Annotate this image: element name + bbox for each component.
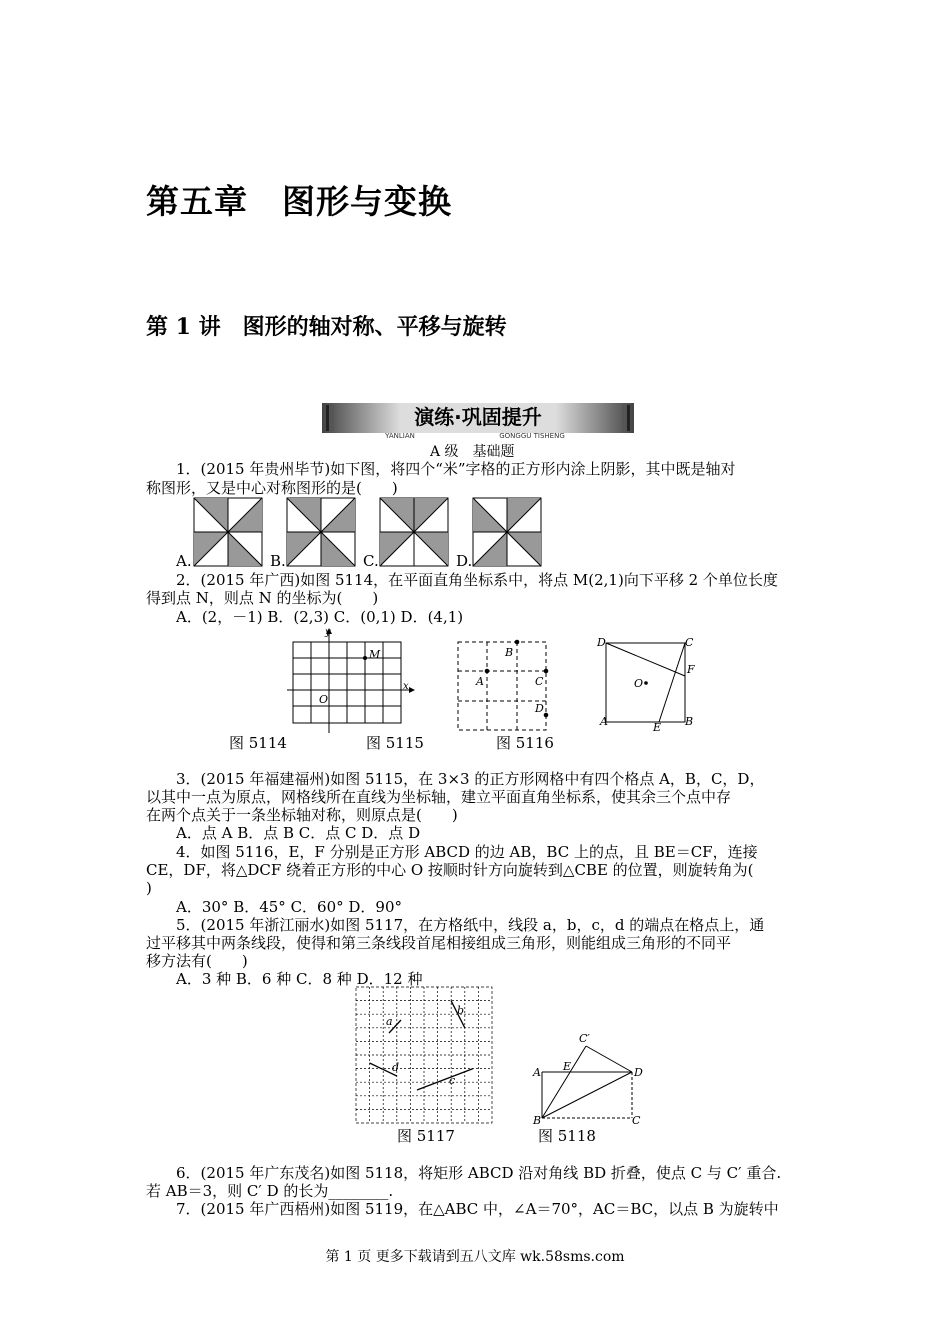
caption-5117: 图 5117	[397, 1127, 455, 1145]
f5116-o: O	[634, 677, 644, 690]
f5118-b: B	[533, 1114, 542, 1126]
f5115-c: C	[535, 675, 544, 688]
f5116-b: B	[685, 715, 694, 728]
f5118-e: E	[563, 1060, 572, 1073]
banner-pinyin-left: YANLIAN	[385, 432, 415, 439]
q3-line3: 在两个点关于一条坐标轴对称，则原点是( )	[146, 806, 458, 824]
caption-5116: 图 5116	[496, 734, 554, 752]
option-a-square	[194, 498, 262, 566]
q2-line2: 得到点 N，则点 N 的坐标为( )	[146, 589, 379, 607]
figure-5114	[285, 625, 420, 740]
f5118-a: A	[533, 1066, 541, 1079]
f5116-e: E	[653, 721, 662, 734]
q4-line2: CE，DF，将△DCF 绕着正方形的中心 O 按顺时针方向旋转到△CBE 的位置，则旋转角为(	[146, 861, 754, 879]
figure-5117	[353, 984, 495, 1126]
q4-line3: )	[146, 879, 152, 897]
q1-label-c: C.	[363, 552, 379, 570]
f5114-o: O	[319, 693, 329, 706]
f5116-f: F	[687, 663, 695, 676]
f5114-y: y	[325, 627, 331, 638]
q5-line2: 过平移其中两条线段，使得和第三条线段首尾相接组成三角形，则能组成三角形的不同平	[146, 934, 732, 952]
level-heading: A 级 基础题	[430, 444, 515, 460]
q1-line2: 称图形，又是中心对称图形的是( )	[146, 479, 398, 497]
f5114-x: x	[403, 681, 409, 692]
f5118-d: D	[634, 1066, 643, 1079]
f5115-d: D	[535, 702, 544, 715]
q1-label-a: A.	[176, 552, 192, 570]
caption-5118: 图 5118	[538, 1127, 596, 1145]
f5115-a: A	[476, 675, 484, 688]
f5114-m: M	[369, 648, 381, 661]
lesson-title: 第 1 讲 图形的轴对称、平移与旋转	[146, 314, 507, 340]
f5115-b: B	[505, 646, 514, 659]
figure-5115	[450, 636, 560, 738]
banner-pinyin-right: GONGGU TISHENG	[499, 432, 565, 439]
q4-line1: 4．如图 5116，E，F 分别是正方形 ABCD 的边 AB，BC 上的点，且 BE＝CF，连接	[176, 843, 758, 861]
f5117-d: d	[392, 1061, 400, 1074]
q6-line1: 6．(2015 年广东茂名)如图 5118，将矩形 ABCD 沿对角线 BD 折叠，使点 C 与 C′ 重合.	[176, 1164, 782, 1182]
f5116-a: A	[600, 715, 608, 728]
q3-line1: 3．(2015 年福建福州)如图 5115，在 3×3 的正方形网格中有四个格点 A，B，C，D，	[176, 770, 765, 788]
q1-line1: 1．(2015 年贵州毕节)如下图，将四个“米”字格的正方形内涂上阴影，其中既是轴对	[176, 460, 736, 478]
q1-label-d: D.	[456, 552, 473, 570]
page-footer: 第 1 页 更多下载请到五八文库 wk.58sms.com	[325, 1249, 625, 1265]
f5118-c1: C′	[579, 1032, 590, 1045]
q6-line2: 若 AB＝3，则 C′ D 的长为________.	[146, 1182, 394, 1200]
option-b-square	[287, 498, 355, 566]
q4-options: A．30° B．45° C．60° D．90°	[176, 898, 403, 916]
q3-options: A．点 A B．点 B C．点 C D．点 D	[176, 824, 421, 842]
q2-options: A．(2，－1) B．(2,3) C．(0,1) D．(4,1)	[176, 608, 464, 626]
q5-line3: 移方法有( )	[146, 952, 248, 970]
q5-line1: 5．(2015 年浙江丽水)如图 5117，在方格纸中，线段 a，b，c，d 的端点在格点上，通	[176, 916, 765, 934]
f5117-a: a	[386, 1015, 393, 1028]
f5117-c: c	[449, 1074, 456, 1087]
section-banner	[322, 403, 634, 439]
f5118-c: C	[632, 1114, 641, 1126]
banner-main: 演练·巩固提升	[414, 405, 542, 429]
figure-5118	[528, 1030, 648, 1126]
option-d-square	[473, 498, 541, 566]
f5116-d: D	[597, 636, 606, 649]
q1-label-b: B.	[270, 552, 286, 570]
q2-line1: 2．(2015 年广西)如图 5114，在平面直角坐标系中，将点 M(2,1)向下平移 2 个单位长度	[176, 571, 778, 589]
q7-line1: 7．(2015 年广西梧州)如图 5119，在△ABC 中，∠A＝70°，AC＝BC，以点 B 为旋转中	[176, 1200, 779, 1218]
f5116-c: C	[685, 636, 694, 649]
f5117-b: b	[457, 1004, 465, 1017]
figure-5116	[595, 632, 705, 734]
caption-5115: 图 5115	[366, 734, 424, 752]
chapter-title: 第五章 图形与变换	[146, 182, 452, 221]
q5-options: A．3 种 B．6 种 C．8 种 D．12 种	[176, 970, 423, 988]
option-c-square	[380, 498, 448, 566]
caption-5114: 图 5114	[229, 734, 287, 752]
q3-line2: 以其中一点为原点，网格线所在直线为坐标轴，建立平面直角坐标系，使其余三个点中存	[146, 788, 732, 806]
